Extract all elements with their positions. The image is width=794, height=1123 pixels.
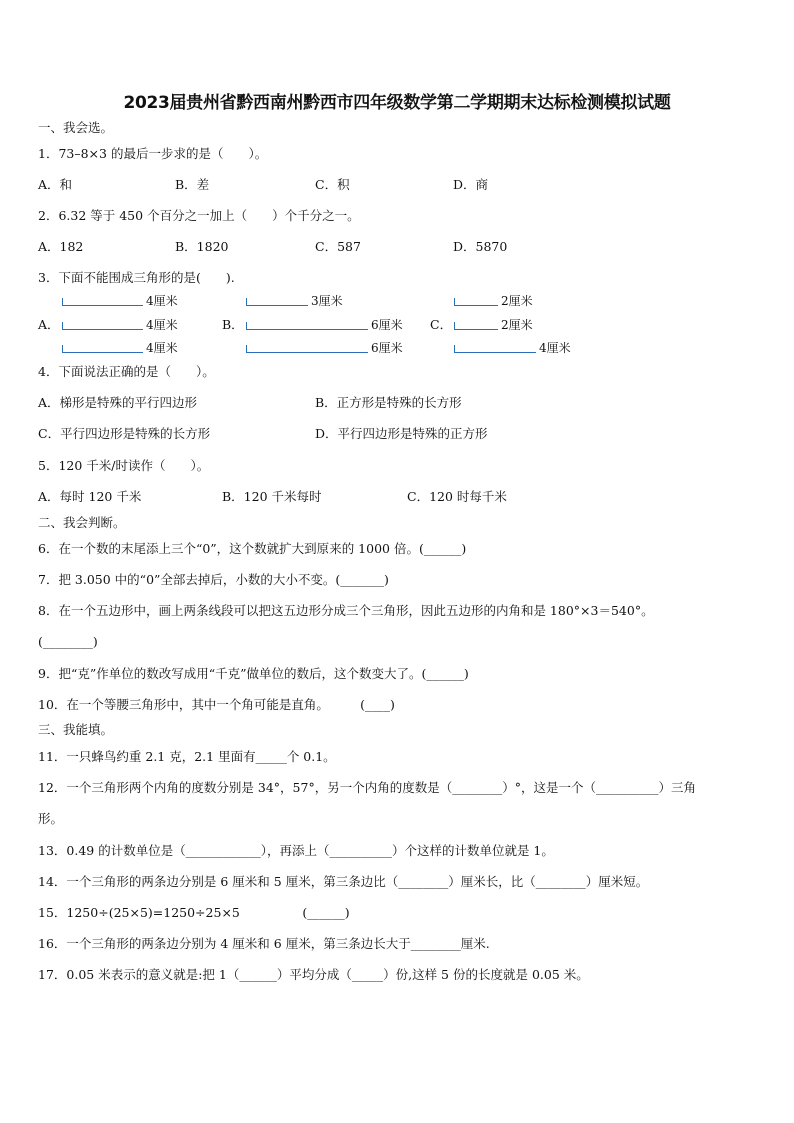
question-16: 16．一个三角形的两条边分别为 4 厘米和 6 厘米，第三条边长大于________厘米. bbox=[38, 936, 490, 951]
question-9: 9．把“克”作单位的数改写成用“千克”做单位的数后，这个数变大了。(______) bbox=[38, 666, 469, 681]
question-8: 8．在一个五边形中，画上两条线段可以把这五边形分成三个三角形，因此五边形的内角和是 180°×3＝540°。 bbox=[38, 603, 654, 618]
q3-a-segment-1 bbox=[62, 298, 143, 306]
question-15: 15．1250÷(25×5)=1250÷25×5 (______) bbox=[38, 905, 350, 920]
question-12: 12．一个三角形两个内角的度数分别是 34°，57°，另一个内角的度数是（________）°，这是一个（__________）三角 bbox=[38, 780, 696, 795]
q1-option-b[interactable]: B．差 bbox=[175, 177, 210, 192]
q3-c-segment-1 bbox=[454, 298, 498, 306]
question-11: 11．一只蜂鸟约重 2.1 克，2.1 里面有_____个 0.1。 bbox=[38, 749, 336, 764]
question-14: 14．一个三角形的两条边分别是 6 厘米和 5 厘米，第三条边比（________）厘米长，比（________）厘米短。 bbox=[38, 874, 649, 889]
q1-option-c[interactable]: C．积 bbox=[315, 177, 350, 192]
q3-a-segment-2 bbox=[62, 322, 143, 330]
q5-option-b[interactable]: B．120 千米每时 bbox=[222, 489, 322, 504]
question-13: 13．0.49 的计数单位是（____________），再添上（__________）个这样的计数单位就是 1。 bbox=[38, 843, 554, 858]
q3-b-segment-3-label: 6厘米 bbox=[371, 341, 403, 355]
q3-option-a-letter: A． bbox=[38, 317, 60, 332]
question-4: 4．下面说法正确的是（ ）。 bbox=[38, 364, 215, 379]
q1-option-d[interactable]: D．商 bbox=[453, 177, 489, 192]
q4-option-d[interactable]: D．平行四边形是特殊的正方形 bbox=[315, 426, 488, 441]
q3-option-b-letter: B． bbox=[222, 317, 244, 332]
page-title: 2023届贵州省黔西南州黔西市四年级数学第二学期期末达标检测模拟试题 bbox=[123, 93, 671, 113]
question-17: 17．0.05 米表示的意义就是:把 1（______）平均分成（_____）份,这样 5 份的长度就是 0.05 米。 bbox=[38, 967, 589, 982]
q3-a-segment-1-label: 4厘米 bbox=[146, 294, 178, 308]
question-10: 10．在一个等腰三角形中，其中一个角可能是直角。 (____) bbox=[38, 697, 395, 712]
q4-option-a[interactable]: A．梯形是特殊的平行四边形 bbox=[38, 395, 198, 410]
q1-option-a[interactable]: A．和 bbox=[38, 177, 73, 192]
q2-option-d[interactable]: D．5870 bbox=[453, 239, 508, 254]
section-1-heading: 一、我会选。 bbox=[38, 120, 114, 135]
q3-a-segment-3-label: 4厘米 bbox=[146, 341, 178, 355]
q2-option-c[interactable]: C．587 bbox=[315, 239, 361, 254]
q3-a-segment-2-label: 4厘米 bbox=[146, 318, 178, 332]
section-2-heading: 二、我会判断。 bbox=[38, 515, 126, 530]
q4-option-c[interactable]: C．平行四边形是特殊的长方形 bbox=[38, 426, 211, 441]
q3-c-segment-2 bbox=[454, 322, 498, 330]
q3-c-segment-2-label: 2厘米 bbox=[501, 318, 533, 332]
question-6: 6．在一个数的末尾添上三个“0”，这个数就扩大到原来的 1000 倍。(______) bbox=[38, 541, 467, 556]
q3-b-segment-3 bbox=[246, 345, 368, 353]
question-2: 2．6.32 等于 450 个百分之一加上（ ）个千分之一。 bbox=[38, 208, 360, 223]
section-3-heading: 三、我能填。 bbox=[38, 722, 114, 737]
q3-a-segment-3 bbox=[62, 345, 143, 353]
q2-option-b[interactable]: B．1820 bbox=[175, 239, 229, 254]
q3-b-segment-1-label: 3厘米 bbox=[311, 294, 343, 308]
question-12-continued: 形。 bbox=[38, 811, 64, 826]
question-3: 3．下面不能围成三角形的是( ). bbox=[38, 270, 235, 285]
q3-b-segment-2-label: 6厘米 bbox=[371, 318, 403, 332]
question-8-answer-blank[interactable]: (________) bbox=[38, 634, 98, 649]
q3-c-segment-3-label: 4厘米 bbox=[539, 341, 571, 355]
q3-b-segment-1 bbox=[246, 298, 308, 306]
q3-b-segment-2 bbox=[246, 322, 368, 330]
q2-option-a[interactable]: A．182 bbox=[38, 239, 84, 254]
q3-option-c-letter: C． bbox=[430, 317, 453, 332]
q4-option-b[interactable]: B．正方形是特殊的长方形 bbox=[315, 395, 462, 410]
q3-c-segment-1-label: 2厘米 bbox=[501, 294, 533, 308]
q3-c-segment-3 bbox=[454, 345, 536, 353]
q5-option-a[interactable]: A．每时 120 千米 bbox=[38, 489, 142, 504]
question-1: 1．73–8×3 的最后一步求的是（ ）。 bbox=[38, 146, 268, 161]
question-7: 7．把 3.050 中的“0”全部去掉后，小数的大小不变。(_______) bbox=[38, 572, 389, 587]
question-5: 5．120 千米/时读作（ ）。 bbox=[38, 458, 210, 473]
q5-option-c[interactable]: C．120 时每千米 bbox=[407, 489, 507, 504]
